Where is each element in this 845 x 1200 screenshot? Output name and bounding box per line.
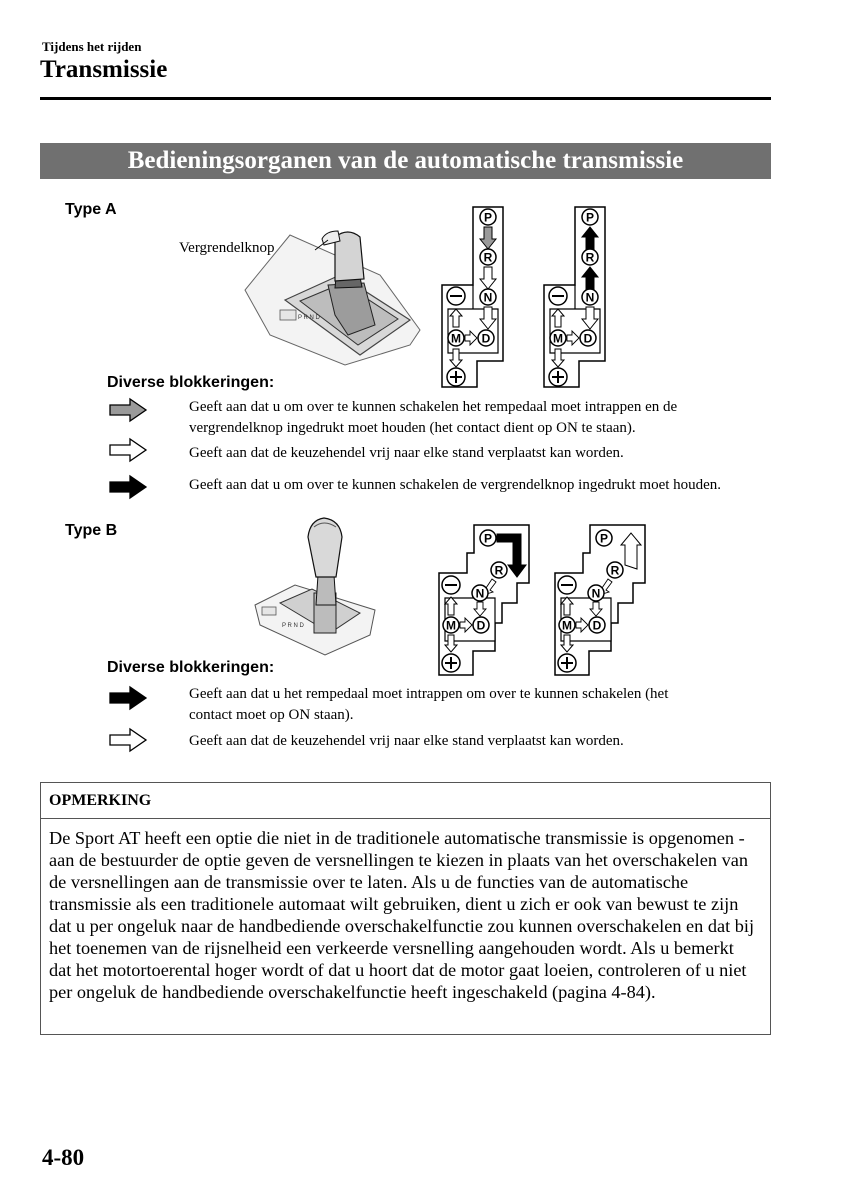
gray-arrow-icon	[108, 397, 148, 423]
gate-p-label: P	[483, 531, 493, 546]
gate-n-label: N	[475, 586, 485, 601]
legend-text-white-b: Geeft aan dat de keuzehendel vrij naar elke stand verplaatst kan worden.	[189, 733, 624, 749]
svg-text:P R N D: P R N D	[298, 315, 320, 321]
section-banner: Bedieningsorganen van de automatische transmissie	[40, 143, 771, 179]
gate-r-label: R	[483, 250, 493, 265]
legend-text-black: Geeft aan dat u om over te kunnen schakelen de vergrendelknop ingedrukt moet houden.	[189, 477, 722, 493]
gate-p-label: P	[585, 210, 595, 225]
title-divider	[40, 97, 771, 100]
gate-d-label: D	[481, 331, 491, 346]
black-arrow-icon	[108, 685, 148, 711]
legend-text-white: Geeft aan dat de keuzehendel vrij naar elke stand verplaatst kan worden.	[189, 445, 624, 461]
svg-text:P R N D: P R N D	[282, 623, 304, 629]
gate-d-label: D	[592, 618, 602, 633]
type-b-blocks-title: Diverse blokkeringen:	[107, 659, 275, 676]
section-label: Tijdens het rijden	[42, 39, 142, 54]
gate-p-label: P	[483, 210, 493, 225]
type-b-gate-pattern-1	[437, 523, 532, 678]
legend-text-black-b: Geeft aan dat u het rempedaal moet intrappen om over te kunnen schakelen (het contact moet op ON staan).	[189, 686, 669, 723]
gate-r-label: R	[494, 563, 504, 578]
legend-text-gray: Geeft aan dat u om over te kunnen schakelen het rempedaal moet intrappen en de vergrendelknop ingedrukt moet houden (het contact dient op ON te staan).	[189, 399, 678, 436]
type-b-label: Type B	[65, 522, 118, 539]
type-a-label: Type A	[65, 201, 117, 218]
type-a-shifter-illustration	[240, 215, 425, 375]
black-arrow-icon	[108, 474, 148, 500]
type-b-gate-pattern-2	[553, 523, 648, 678]
gate-r-label: R	[610, 563, 620, 578]
type-a-gate-pattern-2	[542, 205, 612, 390]
white-arrow-icon	[108, 437, 148, 463]
gate-m-label: M	[553, 331, 563, 346]
gate-m-label: M	[562, 618, 572, 633]
lock-button-callout: Vergrendelknop	[179, 240, 275, 256]
gate-r-label: R	[585, 250, 595, 265]
note-heading: OPMERKING	[41, 783, 770, 819]
white-arrow-icon	[108, 727, 148, 753]
gate-d-label: D	[476, 618, 486, 633]
type-a-blocks-title: Diverse blokkeringen:	[107, 374, 275, 391]
gate-p-label: P	[599, 531, 609, 546]
note-body: De Sport AT heeft een optie die niet in de traditionele automatische transmissie is opgenomen - aan de bestuurder de optie geven de versnellingen te kiezen in plaats van het overschakelen van de versnellingen aan de transmissie over te laten. Als u de functies van de automatische transmissie als een traditionele automaat wilt gebruiken, dient u zich er ook van bewust te zijn dat u per ongeluk naar de handbediende overschakelfunctie zou kunnen overschakelen en dat bij het toenemen van de rijsnelheid een verkeerde versnelling aangehouden wordt. Als u bemerkt dat het motortoerental hoger wordt of dat u hoort dat de motor gaat loeien, controleren of u niet per ongeluk de handbediende overschakelfunctie heeft ingeschakeld (pagina 4-84).	[49, 828, 755, 1002]
gate-n-label: N	[585, 290, 595, 305]
type-a-gate-pattern-1	[440, 205, 510, 390]
gate-n-label: N	[483, 290, 493, 305]
page-number: 4-80	[42, 1145, 85, 1170]
type-b-shifter-illustration	[250, 515, 380, 660]
page-title: Transmissie	[40, 56, 168, 83]
note-box	[40, 782, 771, 1035]
gate-d-label: D	[583, 331, 593, 346]
gate-n-label: N	[591, 586, 601, 601]
gate-m-label: M	[446, 618, 456, 633]
gate-m-label: M	[451, 331, 461, 346]
